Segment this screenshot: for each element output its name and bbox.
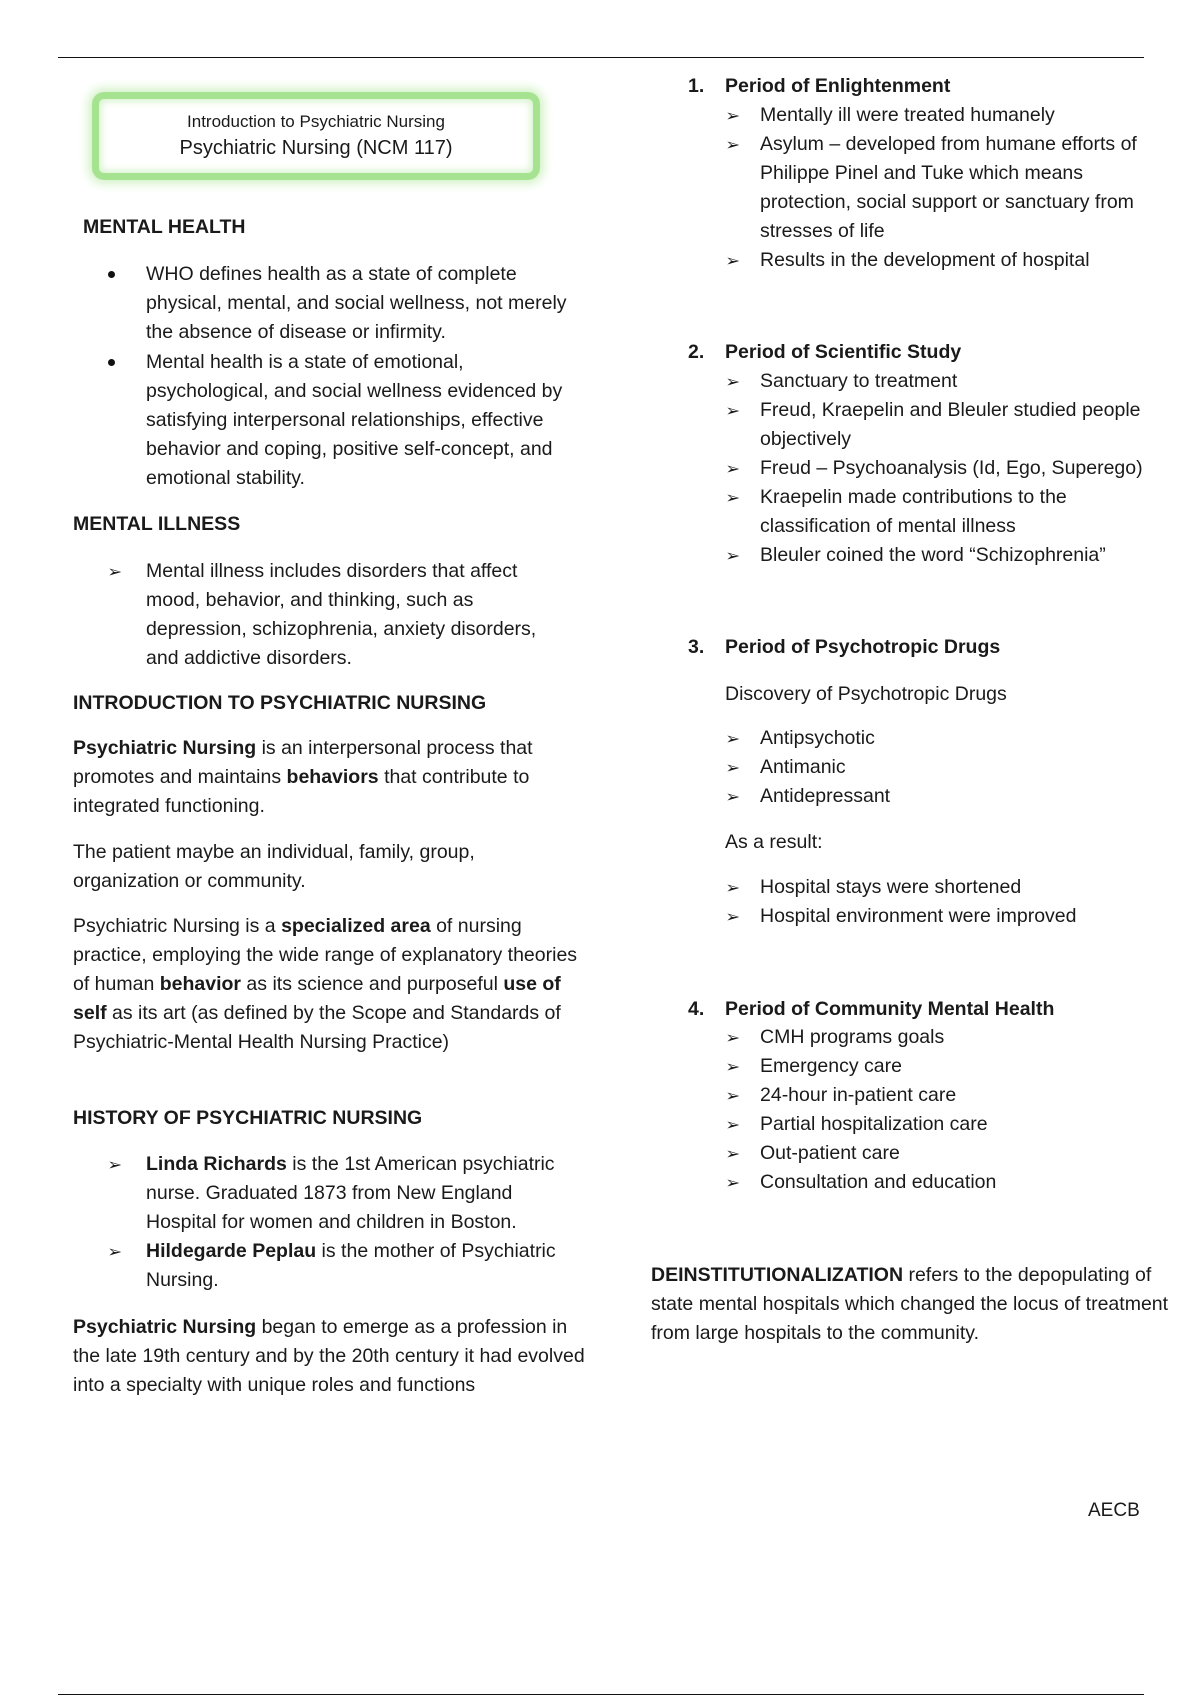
list-item: ➢ Hildegarde Peplau is the mother of Psychiatric Nursing.	[107, 1240, 556, 1291]
title-line-2: Psychiatric Nursing (NCM 117)	[179, 137, 453, 159]
period-3-result-label: As a result:	[725, 831, 823, 853]
arrow-bullet-icon: ➢	[107, 1244, 123, 1261]
arrow-bullet-icon: ➢	[725, 731, 741, 748]
arrow-bullet-icon: ➢	[725, 1088, 741, 1105]
list-item: ➢ Asylum – developed from humane efforts of Philippe Pinel and Tuke which means protection, social support or sanctuary from stresses of life	[725, 133, 1137, 242]
history-paragraph: Psychiatric Nursing began to emerge as a profession in the late 19th century and by the 20th century it had evolved into a specialty with unique roles and functions	[73, 1316, 585, 1396]
history-list	[107, 1150, 576, 1295]
arrow-bullet-icon: ➢	[725, 1146, 741, 1163]
arrow-bullet-icon: ➢	[725, 253, 741, 270]
period-1-list	[725, 101, 1170, 275]
arrow-bullet-icon: ➢	[725, 760, 741, 777]
list-item: ➢ Emergency care	[760, 1052, 1170, 1081]
period-3-heading: 3. Period of Psychotropic Drugs	[688, 636, 1001, 658]
list-item: Mental health is a state of emotional, psychological, and social wellness evidenced by satisfying interpersonal relationships, effective behavior and coping, positive self-concept, and emotional stability.	[146, 348, 586, 493]
arrow-bullet-icon: ➢	[725, 548, 741, 565]
arrow-bullet-icon: ➢	[725, 1059, 741, 1076]
arrow-bullet-icon: ➢	[725, 461, 741, 478]
arrow-bullet-icon: ➢	[725, 108, 741, 125]
period-2-heading: 2. Period of Scientific Study	[688, 341, 962, 363]
arrow-bullet-icon: ➢	[725, 374, 741, 391]
arrow-bullet-icon: ➢	[725, 880, 741, 897]
arrow-bullet-icon: ➢	[725, 490, 741, 507]
list-item: ➢ Antimanic	[760, 753, 1170, 782]
arrow-bullet-icon: ➢	[725, 909, 741, 926]
mental-health-list	[146, 260, 586, 493]
mental-health-heading: MENTAL HEALTH	[83, 216, 246, 238]
arrow-bullet-icon: ➢	[725, 1175, 741, 1192]
period-1-heading: 1. Period of Enlightenment	[688, 75, 951, 97]
list-item: ➢ 24-hour in-patient care	[760, 1081, 1170, 1110]
list-item: ➢ Mentally ill were treated humanely	[760, 101, 1170, 130]
list-item: ➢ Hospital stays were shortened	[760, 873, 1170, 902]
list-item: ➢ Antidepressant	[760, 782, 1170, 811]
period-3-result-list	[725, 873, 1170, 931]
list-item: ➢ Out-patient care	[760, 1139, 1170, 1168]
list-item: ➢ Mental illness includes disorders that affect mood, behavior, and thinking, such as depression, schizophrenia, anxiety disorders, and addictive disorders.	[107, 560, 537, 669]
arrow-bullet-icon: ➢	[725, 789, 741, 806]
intro-paragraph-1: Psychiatric Nursing is an interpersonal process that promotes and maintains behaviors that contribute to integrated functioning.	[73, 737, 533, 817]
list-item: ➢ Antipsychotic	[760, 724, 1170, 753]
bottom-rule	[58, 1694, 1144, 1695]
list-item: WHO defines health as a state of complete physical, mental, and social wellness, not merely the absence of disease or infirmity.	[146, 260, 586, 347]
list-item: ➢ Hospital environment were improved	[760, 902, 1170, 931]
period-2-list	[725, 367, 1170, 570]
author-initials: AECB	[1088, 1500, 1140, 1521]
intro-heading: INTRODUCTION TO PSYCHIATRIC NURSING	[73, 692, 487, 714]
mental-illness-list	[107, 557, 566, 673]
arrow-bullet-icon: ➢	[107, 564, 123, 581]
arrow-bullet-icon: ➢	[725, 1117, 741, 1134]
list-item: ➢ Sanctuary to treatment	[760, 367, 1170, 396]
mental-illness-heading: MENTAL ILLNESS	[73, 513, 241, 535]
list-item: ➢ Partial hospitalization care	[760, 1110, 1170, 1139]
intro-paragraph-2: The patient maybe an individual, family, group, organization or community.	[73, 841, 475, 892]
list-item: ➢ Linda Richards is the 1st American psychiatric nurse. Graduated 1873 from New England Hospital for women and children in Boston.	[107, 1153, 555, 1233]
list-item: ➢ CMH programs goals	[760, 1023, 1170, 1052]
list-item: ➢ Consultation and education	[760, 1168, 1170, 1197]
arrow-bullet-icon: ➢	[107, 1157, 123, 1174]
bullet-dot-icon	[108, 271, 115, 278]
history-heading: HISTORY OF PSYCHIATRIC NURSING	[73, 1107, 423, 1129]
deinstitutionalization-paragraph: DEINSTITUTIONALIZATION refers to the depopulating of state mental hospitals which changed the locus of treatment from large hospitals to the community.	[651, 1264, 1169, 1344]
list-item: ➢ Freud – Psychoanalysis (Id, Ego, Superego)	[760, 454, 1170, 483]
arrow-bullet-icon: ➢	[725, 403, 741, 420]
period-4-heading: 4. Period of Community Mental Health	[688, 998, 1055, 1020]
top-rule	[58, 57, 1144, 58]
title-box	[92, 92, 540, 180]
title-line-1: Introduction to Psychiatric Nursing	[187, 112, 445, 131]
intro-paragraph-3: Psychiatric Nursing is a specialized area of nursing practice, employing the wide range of explanatory theories of human behavior as its science and purposeful use of self as its art (as defined by the Scope and Standards of Psychiatric-Mental Health Nursing Practice)	[73, 915, 578, 1053]
bullet-dot-icon	[108, 359, 115, 366]
period-4-list	[725, 1023, 1170, 1197]
list-item: ➢ Bleuler coined the word “Schizophrenia”	[760, 541, 1170, 570]
period-3-drug-list	[725, 724, 1170, 811]
list-item: ➢ Freud, Kraepelin and Bleuler studied people objectively	[725, 399, 1141, 450]
arrow-bullet-icon: ➢	[725, 1030, 741, 1047]
list-item: ➢ Results in the development of hospital	[760, 246, 1170, 275]
arrow-bullet-icon: ➢	[725, 137, 741, 154]
list-item: ➢ Kraepelin made contributions to the classification of mental illness	[725, 486, 1067, 537]
period-3-intro: Discovery of Psychotropic Drugs	[725, 683, 1007, 705]
